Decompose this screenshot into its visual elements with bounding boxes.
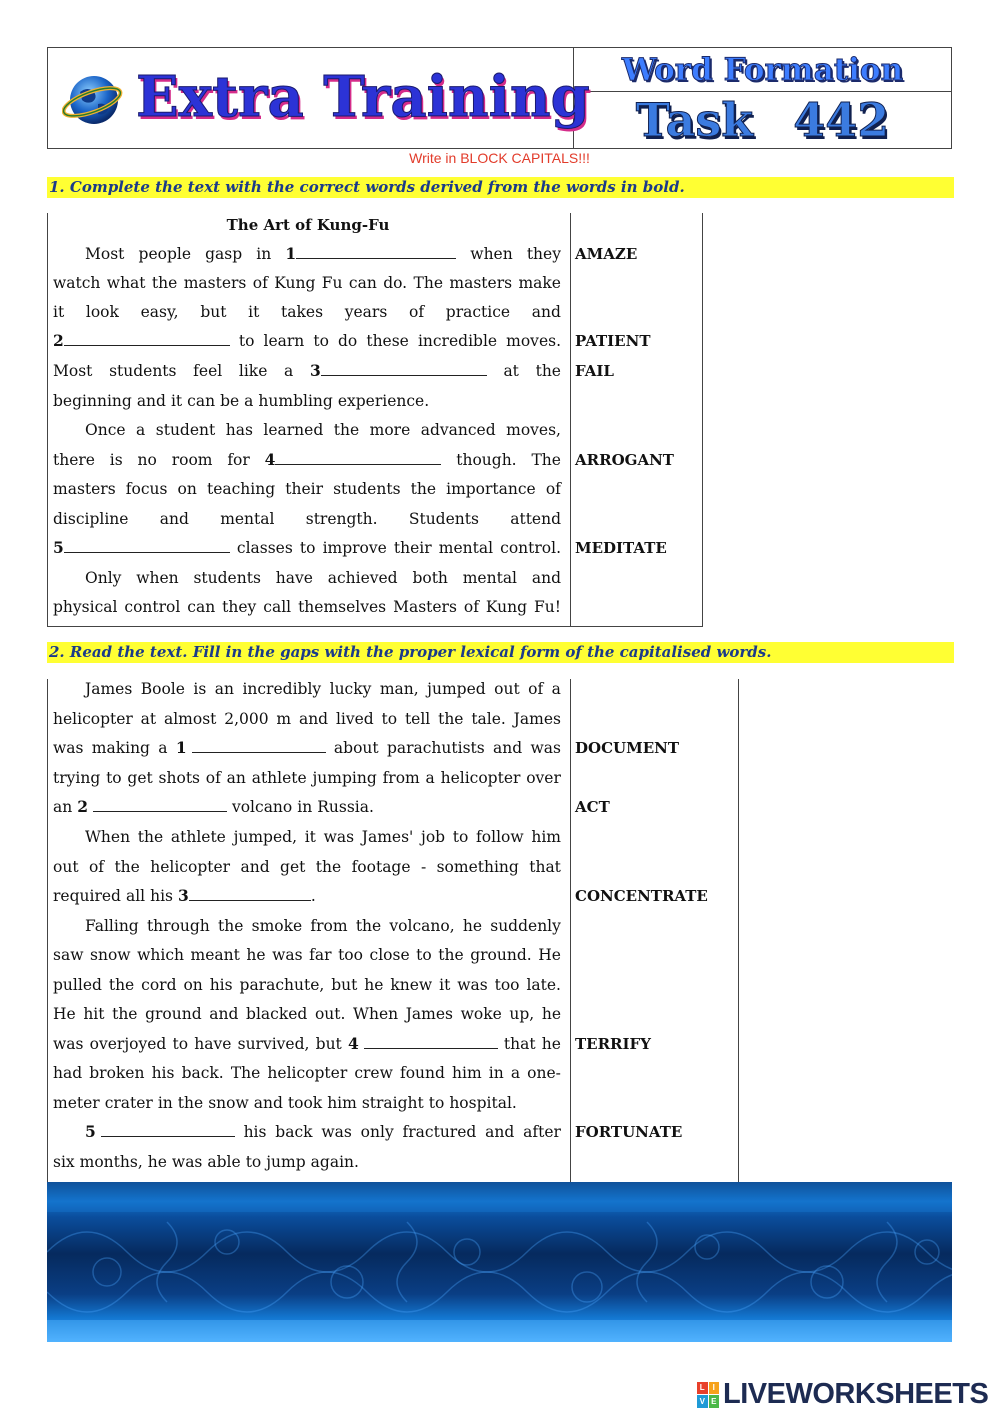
gap-blank[interactable]: 1	[176, 738, 326, 758]
keyword-1: DOCUMENT	[575, 739, 680, 757]
keyword-3: FAIL	[575, 362, 614, 380]
text-line: 5 classes to improve their mental control.	[53, 538, 561, 557]
gap-blank[interactable]: 4	[265, 450, 442, 470]
text-line: Falling through the smoke from the volcano, he suddenly	[85, 917, 561, 935]
keyword-1: AMAZE	[575, 245, 638, 263]
brand-title: Extra Training	[136, 64, 590, 130]
gap-blank[interactable]: 5	[53, 538, 230, 558]
text-line: Most students feel like a 3 at the	[53, 361, 561, 380]
keyword-5: MEDITATE	[575, 539, 667, 557]
text-line: six months, he was able to jump again.	[53, 1153, 359, 1171]
exercise1-title: The Art of Kung-Fu	[226, 216, 390, 234]
text-line: an 2 volcano in Russia.	[53, 797, 374, 816]
text-line: James Boole is an incredibly lucky man, jumped out of a	[85, 680, 561, 698]
task-label: Task 442	[635, 93, 890, 147]
gap-blank[interactable]: 1	[285, 244, 456, 264]
worksheet-header	[47, 47, 952, 149]
exercise2-instruction: 2. Read the text. Fill in the gaps with the proper lexical form of the capitalised words.	[47, 642, 954, 663]
column-divider	[570, 213, 571, 627]
exercise2-table	[47, 679, 739, 1182]
keyword-5: FORTUNATE	[575, 1123, 683, 1141]
liveworksheets-logo[interactable]	[697, 1378, 988, 1411]
text-line: Most people gasp in 1 when they	[85, 244, 561, 263]
text-line: beginning and it can be a humbling experience.	[53, 392, 430, 410]
text-line: meter crater in the snow and took him straight to hospital.	[53, 1094, 517, 1112]
subtitle: Word Formation	[621, 51, 904, 88]
brand-cell	[48, 48, 590, 148]
capitals-notice: Write in BLOCK CAPITALS!!!	[409, 150, 590, 166]
text-line: physical control can they call themselves Masters of Kung Fu!	[53, 598, 561, 616]
text-line: He hit the ground and blacked out. When James woke up, he	[53, 1005, 561, 1023]
text-line: there is no room for 4 though. The	[53, 450, 561, 469]
text-line: Only when students have achieved both mental and	[85, 569, 561, 587]
keyword-4: ARROGANT	[575, 451, 674, 469]
column-divider	[570, 679, 571, 1182]
gap-blank[interactable]: 4	[348, 1034, 498, 1054]
text-line: it look easy, but it takes years of practice and	[53, 303, 561, 321]
logo-badge-icon: L I V E	[697, 1382, 719, 1408]
logo-text: LIVEWORKSHEETS	[723, 1378, 989, 1410]
keyword-4: TERRIFY	[575, 1035, 651, 1053]
gap-blank[interactable]: 2	[77, 797, 227, 817]
text-line: pulled the cord on his parachute, but he knew it was too late.	[53, 976, 561, 994]
text-line: was overjoyed to have survived, but 4 that he	[53, 1034, 561, 1053]
text-line: Once a student has learned the more advanced moves,	[85, 421, 561, 439]
task-number: 442	[793, 93, 890, 147]
text-line: out of the helicopter and get the footage - something that	[53, 858, 561, 876]
text-line: required all his 3 .	[53, 886, 316, 905]
text-line: saw snow which meant he was far too close to the ground. He	[53, 946, 561, 964]
text-line: trying to get shots of an athlete jumping from a helicopter over	[53, 769, 561, 787]
text-line: 2 to learn to do these incredible moves.	[53, 331, 561, 350]
text-line: masters focus on teaching their students the importance of	[53, 480, 561, 498]
text-line: was making a 1 about parachutists and was	[53, 738, 561, 757]
keyword-3: CONCENTRATE	[575, 887, 708, 905]
text-line: 5 his back was only fractured and after	[85, 1122, 561, 1141]
task-cell	[574, 48, 951, 148]
gap-blank[interactable]: 5	[85, 1122, 235, 1142]
text-line: helicopter at almost 2,000 m and lived to tell the tale. James	[53, 710, 561, 728]
text-line: had broken his back. The helicopter crew found him in a one-	[53, 1064, 561, 1082]
decorative-banner	[47, 1182, 952, 1342]
text-line: When the athlete jumped, it was James' job to follow him	[85, 828, 561, 846]
exercise1-instruction: 1. Complete the text with the correct words derived from the words in bold.	[47, 177, 954, 198]
keyword-2: PATIENT	[575, 332, 651, 350]
gap-blank[interactable]: 3	[310, 361, 487, 381]
exercise1-table	[47, 213, 703, 627]
gap-blank[interactable]: 3 .	[178, 886, 316, 905]
text-line: watch what the masters of Kung Fu can do. The masters make	[53, 274, 561, 292]
keyword-2: ACT	[575, 798, 610, 816]
globe-icon	[62, 68, 124, 130]
gap-blank[interactable]: 2	[53, 331, 230, 351]
text-line: discipline and mental strength. Students attend	[53, 510, 561, 528]
swirl-pattern	[47, 1182, 952, 1342]
